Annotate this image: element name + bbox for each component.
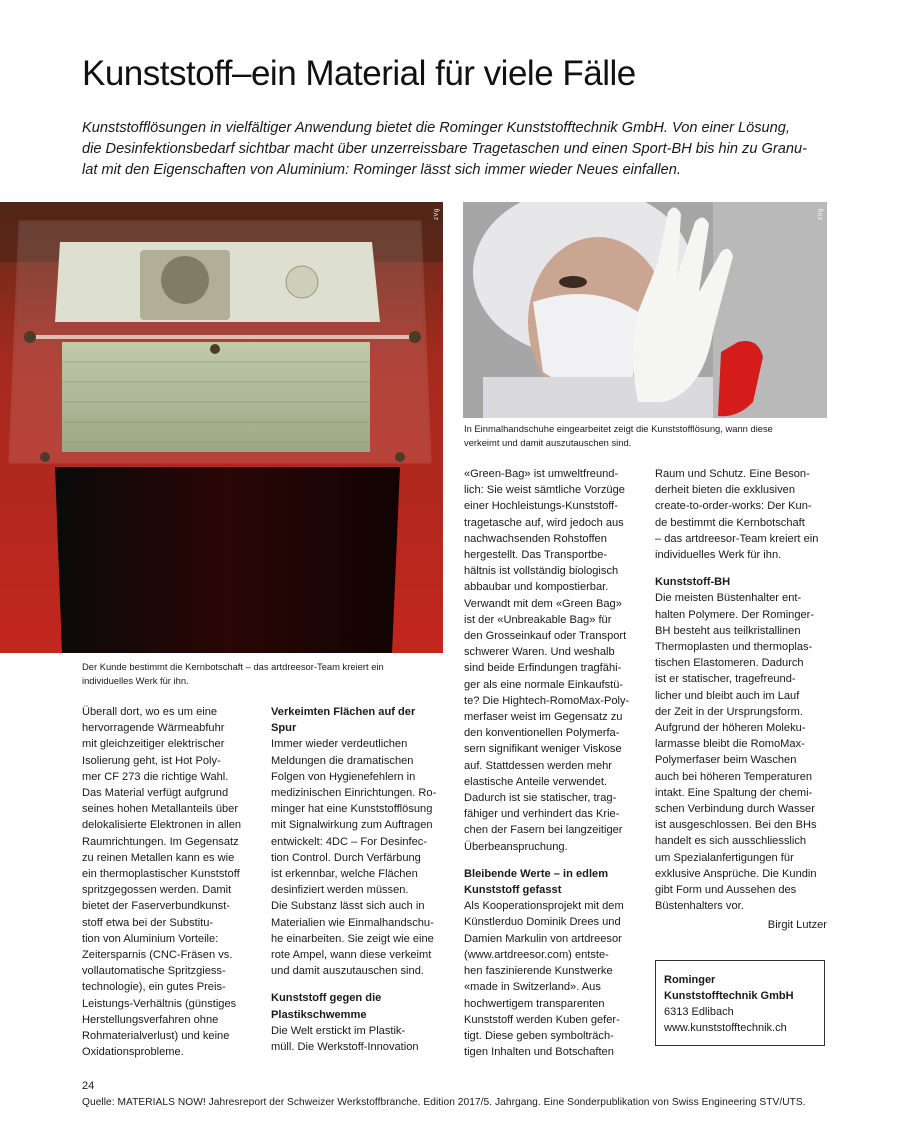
photo-acrylic-cube (0, 202, 443, 653)
article-lead: Kunststofflösungen in vielfältiger Anwendung bietet die Rominger Kunststofftechnik GmbH. Von einer Lösung, die Desinfektionsbedarf sichtbar macht über unzerreissbare Tragetaschen und einen Sport-BH bis hin zu Granu- lat mit den Eigenschaften von Aluminium: Rominger lässt sich immer wieder Neues einfallen. (82, 120, 807, 178)
company-name: Rominger (664, 974, 716, 986)
subheading-verkeimten: Verkeimten Flächen auf der (271, 706, 416, 718)
column-4: Raum und Schutz. Eine Beson- derheit bieten die exklusiven create-to-order-works: Der Kun- de bestimmt die Kernbotschaft – das artdreesor-Team kreiert ein individuelles Werk für ihn. Kunststoff-BH Die meisten Büstenhalter ent- halten Polymere. Der Rominger- BH besteht aus teilkristallinen Thermoplasten und thermoplas- tischen Elastomeren. Dadurch ist er statischer, tragefreund- licher und bleibt auch im Lauf der Zeit in der Ursprungsform. Aufgrund der höheren Moleku- larmasse bleibt die RomoMax- Polymerfaser beim Waschen auch bei höheren Temperaturen intakt. Eine Spaltung der chemi- schen Verbindung durch Wasser ist ausgeschlossen. Bei den BHs handelt es sich ausschliesslich um Spezialanfertigungen für exklusive Ansprüche. Die Kundin gibt Form und Aussehen des Büstenhalters vor. Birgit Lutzer (655, 466, 827, 934)
source-line: Quelle: MATERIALS NOW! Jahresreport der Schweizer Werkstoffbranche. Edition 2017/5. Jahrgang. Eine Sonderpublikation von Swiss Engineering STV/UTS. (82, 1097, 806, 1108)
article-title: Kunststoff–ein Material für viele Fälle (82, 54, 636, 93)
photo-credit: zVg (818, 208, 824, 220)
company-address: 6313 Edlibach (664, 1006, 734, 1018)
company-url[interactable]: www.kunststofftechnik.ch (664, 1022, 787, 1034)
author-name: Birgit Lutzer (767, 919, 827, 932)
company-infobox: Rominger Kunststofftechnik GmbH 6313 Edlibach www.kunststofftechnik.ch (655, 960, 825, 1046)
acrylic-cube-illustration (0, 202, 443, 653)
column-2: Verkeimten Flächen auf der Spur Immer wieder verdeutlichen Meldungen die dramatischen Folgen von Hygienefehlern in medizinischen Einrichtungen. Ro- minger hat eine Kunststofflösung mit Signalwirkung zum Auftragen entwickelt: 4DC – For Desinfec- tion Control. Durch Verfärbung ist erkennbar, welche Flächen desinfiziert werden müssen. Die Substanz lässt sich auch in Materialien wie Einmalhandschu- he einarbeiten. Sie zeigt wie eine rote Ampel, wann diese verkeimt und damit auszutauschen sind. Kunststoff gegen die Plastikschwemme Die Welt erstickt im Plastik- müll. Die Werkstoff-Innovation (271, 704, 446, 1055)
column-3: «Green-Bag» ist umweltfreund- lich: Sie weist sämtliche Vorzüge einer Hochleistungs-Kunststoff- tragetasche auf, wird jedoch aus nachwachsenden Rohstoffen hergestellt. Das Transportbe- hältnis ist vollständig biologisch abbaubar und kompostierbar. Verwandt mit dem «Green Bag» ist der «Unbreakable Bag» für den Grosseinkauf oder Transport schwerer Waren. Und weshalb sind beide Erfindungen tragfähi- ger als eine normale Einkaufstü- te? Die Hightech-RomoMax-Poly- merfaser weist im Gegensatz zu den konventionellen Polymerfa- sern signifikant weniger Viskose auf. Stattdessen werden mehr elastische Anteile verwendet. Dadurch ist sie statischer, trag- fähiger und verhindert das Krie- chen der Fasern bei langzeitiger Überbeanspruchung. Bleibende Werte – in edlem Kunststoff gefasst Als Kooperationsprojekt mit dem Künstlerduo Dominik Drees und Damien Markulin von artdreesor (www.artdreesor.com) entste- hen faszinierende Kunstwerke «made in Switzerland». Aus hochwertigem transparenten Kunststoff werden Kuben gefer- tigt. Diese geben symbolträch- tigen Inhalten und Botschaften (464, 466, 639, 1060)
photo-glove (463, 202, 827, 418)
subheading-plastikschwemme: Kunststoff gegen die (271, 992, 382, 1005)
subheading-kunststoff-bh: Kunststoff-BH (655, 576, 731, 589)
subheading-bleibende-werte: Bleibende Werte – in edlem (464, 867, 609, 880)
photo-credit: zVg (434, 208, 440, 220)
glove-illustration (463, 202, 827, 418)
page-number: 24 (82, 1080, 95, 1092)
caption-left: Der Kunde bestimmt die Kernbotschaft – das artdreesor-Team kreiert ein individuelles Werk für ihn. (82, 661, 384, 686)
caption-right: In Einmalhandschuhe eingearbeitet zeigt die Kunststofflösung, wann diese verkeimt und damit auszutauschen sind. (464, 423, 773, 448)
column-1: Überall dort, wo es um eine hervorragende Wärmeabfuhr mit gleichzeitiger elektrischer Isolierung geht, ist Hot Poly- mer CF 273 die richtige Wahl. Das Material verfügt aufgrund seines hohen Metallanteils über delokalisierte Elektronen in allen Raumrichtungen. Im Gegensatz zu reinen Metallen kann es wie ein thermoplastischer Kunststoff spritzgegossen werden. Damit bietet der Faserverbundkunst- stoff etwa bei der Substitu- tion von Aluminium Vorteile: Zeitersparnis (CNC-Fräsen vs. vollautomatische Spritzgiess- technologie), ein gutes Preis- Leistungs-Verhältnis (günstiges Herstellungsverfahren ohne Rohmaterialverlust) und keine Oxidationsprobleme. (82, 706, 242, 1059)
